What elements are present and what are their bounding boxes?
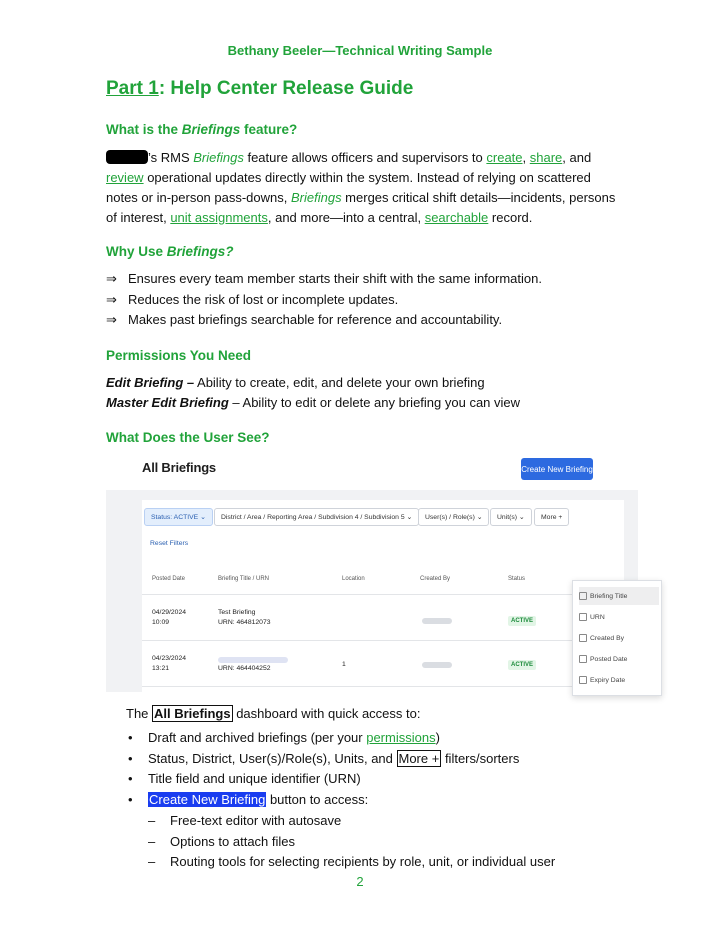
location: 1 (342, 661, 346, 668)
menu-item-label: Posted Date (590, 655, 628, 663)
urn-text: URN: 464812073 (218, 619, 271, 626)
list-item (106, 290, 542, 311)
sub-list-item (128, 811, 555, 832)
briefings-panel (142, 500, 628, 692)
link-review[interactable]: review (106, 170, 144, 185)
briefing-title-link[interactable]: Test Briefing (218, 609, 256, 616)
list-item-text: Makes past briefings searchable for reference and accountability. (128, 312, 503, 327)
more-filters-menu (572, 580, 662, 696)
divider (142, 686, 624, 687)
text: dashboard with quick access to: (232, 706, 421, 721)
filter-label: Unit(s) (497, 513, 518, 521)
sub-item-text: Routing tools for selecting recipients by role, unit, or individual user (170, 854, 556, 870)
permission-label: Master Edit Briefing (106, 395, 229, 410)
divider (142, 594, 624, 595)
redacted-creator (422, 662, 452, 668)
bullet-icon: • (128, 792, 133, 808)
heading-text: Why Use (106, 244, 167, 259)
text: ) (435, 730, 440, 745)
heading-why-use (106, 244, 234, 259)
link-searchable[interactable]: searchable (424, 210, 489, 225)
text: , (522, 150, 530, 165)
text: record. (488, 210, 533, 225)
more-filter[interactable]: More + (534, 508, 569, 526)
more-label: More + (398, 750, 440, 766)
reset-filters-link[interactable]: Reset Filters (150, 540, 189, 547)
district-filter[interactable] (214, 508, 419, 526)
heading-text: feature? (240, 122, 298, 137)
permission-text: Ability to create, edit, and delete your own briefing (194, 375, 485, 390)
chevron-down-icon: ⌄ (406, 514, 413, 521)
text: Status, District, User(s)/Role(s), Units, and (148, 750, 397, 766)
menu-item[interactable] (579, 671, 659, 689)
heading-permissions: Permissions You Need (106, 348, 252, 363)
sub-item-text: Free-text editor with autosave (170, 812, 342, 828)
dash-icon: – (148, 833, 156, 849)
redacted-creator (422, 618, 452, 624)
arrow-icon: ⇒ (106, 291, 117, 307)
divider (142, 640, 624, 641)
text: , and more—into a central, (267, 210, 425, 225)
heading-emphasis: Briefings (181, 122, 241, 137)
title-rest: : Help Center Release Guide (158, 78, 414, 99)
heading-user-sees: What Does the User See? (106, 430, 270, 445)
checkbox-icon[interactable] (579, 613, 587, 621)
link-create[interactable]: create (486, 150, 523, 165)
menu-item-label: URN (590, 613, 605, 621)
list-item (106, 310, 542, 331)
redacted-name (106, 150, 148, 164)
briefings-screenshot (106, 450, 638, 692)
menu-item[interactable] (579, 608, 659, 626)
text: feature allows officers and supervisors to (243, 150, 487, 165)
text: merges critical shift details—incidents, persons (341, 190, 616, 205)
text: notes or in-person pass-downs, (106, 190, 291, 205)
list-item-text: Reduces the risk of lost or incomplete updates. (128, 291, 399, 307)
create-new-briefing-button[interactable]: Create New Briefing (521, 458, 593, 480)
text: The (126, 706, 153, 721)
date-text: 04/29/2024 (152, 609, 187, 616)
text: Draft and archived briefings (per your (148, 730, 367, 745)
bullet-icon: • (128, 730, 133, 745)
menu-item[interactable] (579, 587, 659, 605)
checkbox-icon[interactable] (579, 634, 587, 642)
screenshot-header (106, 450, 638, 490)
list-item-text: Title field and unique identifier (URN) (148, 771, 361, 787)
permission-master-edit (106, 393, 520, 413)
status-badge: ACTIVE (508, 660, 536, 670)
feature-name: Briefings (290, 190, 342, 205)
menu-item[interactable] (579, 629, 659, 647)
filter-label: Status: ACTIVE (151, 513, 199, 521)
link-share[interactable]: share (529, 150, 563, 165)
briefing-title (218, 608, 271, 628)
column-header[interactable]: Briefing Title / URN (218, 576, 270, 582)
dash-icon: – (148, 854, 156, 870)
sub-list-item (128, 852, 555, 873)
permissions-list (106, 373, 520, 413)
redacted-title (218, 657, 288, 663)
menu-item-label: Briefing Title (590, 592, 628, 600)
list-item (128, 749, 555, 770)
text: ’s RMS (148, 150, 194, 165)
users-filter[interactable] (418, 508, 489, 526)
dashboard-intro (126, 706, 420, 721)
page-header: Bethany Beeler—Technical Writing Sample (227, 43, 493, 58)
title-part: Part 1 (106, 78, 159, 99)
column-header[interactable]: Created By (420, 576, 451, 582)
column-header[interactable]: Location (342, 576, 365, 582)
why-use-list (106, 269, 542, 331)
permission-label: Edit Briefing – (106, 375, 195, 390)
link-unit-assignments[interactable]: unit assignments (170, 210, 268, 225)
create-new-briefing-label: Create New Briefing (149, 792, 266, 808)
heading-what-is (106, 122, 297, 137)
chevron-down-icon: ⌄ (518, 514, 525, 521)
status-filter[interactable] (144, 508, 213, 526)
list-item-text: Ensures every team member starts their shift with the same information. (128, 271, 542, 286)
dash-icon: – (148, 812, 156, 828)
page-title (106, 78, 413, 100)
checkbox-icon[interactable] (579, 676, 587, 684)
bullet-icon: • (128, 771, 133, 787)
feature-name: Briefings (193, 150, 244, 165)
posted-date (152, 654, 186, 674)
text: button to access: (266, 792, 369, 808)
list-item (128, 728, 555, 749)
filter-label: User(s) / Role(s) (425, 513, 475, 521)
chevron-down-icon: ⌄ (200, 514, 206, 521)
sub-list-item (128, 832, 555, 853)
status-badge: ACTIVE (508, 616, 536, 626)
feature-description (106, 148, 626, 228)
text: operational updates directly within the system. Instead of relying on scattered (143, 170, 591, 185)
screenshot-title: All Briefings (142, 460, 216, 475)
link-permissions[interactable]: permissions (366, 730, 436, 745)
menu-item-label: Created By (590, 634, 625, 642)
text: filters/sorters (441, 750, 520, 766)
page-number: 2 (356, 874, 364, 889)
time-text: 10:09 (152, 619, 170, 626)
posted-date (152, 608, 186, 628)
time-text: 13:21 (152, 665, 170, 672)
bullet-icon: • (128, 750, 133, 766)
features-list (128, 728, 555, 873)
text: , and (562, 150, 592, 165)
checkbox-icon[interactable] (579, 655, 587, 663)
list-item (128, 790, 555, 811)
heading-emphasis: Briefings? (166, 244, 234, 259)
checkbox-icon[interactable] (579, 592, 587, 600)
filter-label: District / Area / Reporting Area / Subdivision 4 / Subdivision 5 (221, 513, 405, 521)
permission-edit (106, 373, 520, 393)
column-header[interactable]: Status (508, 576, 526, 582)
list-item (106, 269, 542, 290)
heading-text: What is the (106, 122, 182, 137)
arrow-icon: ⇒ (106, 312, 117, 327)
chevron-down-icon: ⌄ (476, 514, 483, 521)
list-item (128, 769, 555, 790)
urn-text: URN: 464404252 (218, 665, 271, 672)
screenshot-body (106, 490, 638, 692)
arrow-icon: ⇒ (106, 271, 117, 286)
menu-item[interactable] (579, 650, 659, 668)
menu-item-label: Expiry Date (590, 676, 626, 684)
column-header[interactable]: Posted Date (152, 576, 186, 582)
date-text: 04/23/2024 (152, 655, 187, 662)
units-filter[interactable] (490, 508, 532, 526)
text: of interest, (106, 210, 171, 225)
all-briefings-label: All Briefings (154, 706, 231, 721)
permission-text: – Ability to edit or delete any briefing you can view (228, 395, 521, 410)
sub-item-text: Options to attach files (170, 833, 296, 849)
